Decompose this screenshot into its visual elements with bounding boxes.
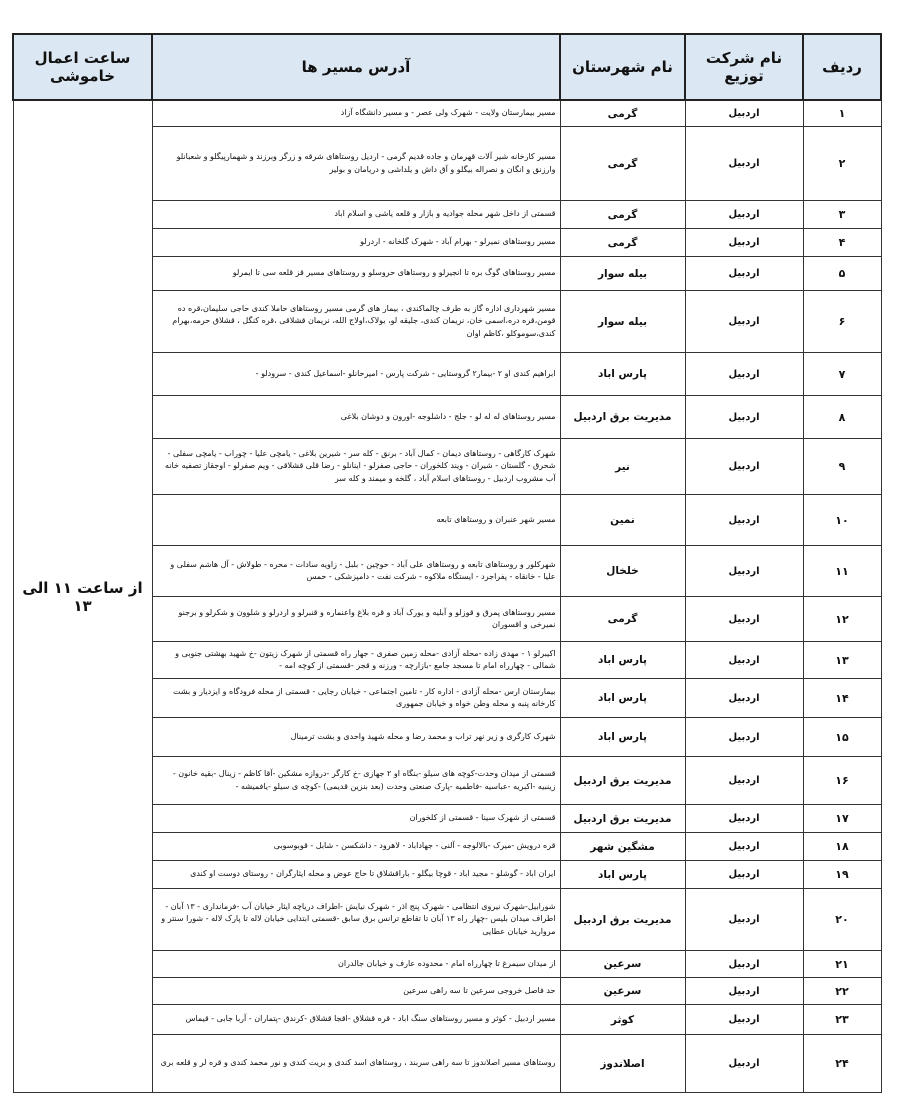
route-cell: مسیر شهر عنبران و روستاهای تابعه <box>152 495 560 546</box>
company-cell: اردبیل <box>685 597 803 642</box>
row-number: ۳ <box>803 201 881 229</box>
route-cell: روستاهای مسیر اصلاندوز تا سه راهی سربند ، روستاهای اسد کندی و بریت کندی و نور محمد کندی و قره لر و قلعه بری <box>152 1035 560 1093</box>
city-cell: پارس اباد <box>560 718 685 757</box>
company-cell: اردبیل <box>685 1005 803 1035</box>
route-cell: بیمارستان ارس -محله آزادی - اداره کار - تامین اجتماعی - خیابان رجایی - قسمتی از محله فرودگاه و ایزدیار و بشت کارخانه پنبه و محله وطن خواه و خیابان جمهوری <box>152 679 560 718</box>
city-cell: سرعین <box>560 951 685 978</box>
company-cell: اردبیل <box>685 229 803 257</box>
route-cell: مسیر روستاهای گوگ بره تا انجیرلو و روستاهای حروسلو و روستاهای مسیر قز قلعه سی تا ایمرلو <box>152 257 560 291</box>
company-cell: اردبیل <box>685 439 803 495</box>
company-cell: اردبیل <box>685 889 803 951</box>
header-routes: آدرس مسیر ها <box>152 34 560 100</box>
city-cell: گرمی <box>560 201 685 229</box>
row-number: ۲۰ <box>803 889 881 951</box>
row-number: ۱ <box>803 100 881 127</box>
route-cell: مسیر شهرداری اداره گاز به طرف چالماکندی ، بیمار های گرمی مسیر روستاهای حاملا کندی حاجی سلیمان،قره ده قومن،قره دره،اسمی خان، نریمان کندی، جلیقه لو، بولاک،اولاج الله، نریمان قشلاقی ،قره کنگل ، قشلاق حرمه،بهرام کندی،سوموکلو ،کاظم اوان <box>152 291 560 353</box>
row-number: ۷ <box>803 353 881 396</box>
city-cell: مدیریت برق اردبیل <box>560 889 685 951</box>
company-cell: اردبیل <box>685 201 803 229</box>
company-cell: اردبیل <box>685 353 803 396</box>
row-number: ۱۱ <box>803 546 881 597</box>
route-cell: اکیبرلو ۱ - مهدی زاده -محله آزادی -محله زمین صفری - جهار راه قسمتی از شهرک زیتون -خ شهید بهشتی جنوبی و شمالی - چهارراه امام تا مسجد جامع -بازارچه - ورزنه و قجر -قسمتی از کوچه امه - <box>152 642 560 679</box>
route-cell: مسیر بیمارستان ولایت - شهرک ولی عصر - و مسیر دانشگاه آزاد <box>152 100 560 127</box>
city-cell: گرمی <box>560 229 685 257</box>
table-header-row <box>13 34 881 100</box>
blackout-schedule-table <box>12 33 882 1093</box>
row-number: ۱۰ <box>803 495 881 546</box>
city-cell: گرمی <box>560 100 685 127</box>
row-number: ۶ <box>803 291 881 353</box>
route-cell: حد فاصل خروجی سرعین تا سه راهی سرعین <box>152 978 560 1005</box>
company-cell: اردبیل <box>685 679 803 718</box>
city-cell: نمین <box>560 495 685 546</box>
row-number: ۱۴ <box>803 679 881 718</box>
route-cell: شورابیل-شهرک نیروی انتظامی - شهرک پنج اذر - شهرک نیایش -اطراف دریاچه ایثار خیابان آب -فرمانداری - ۱۳ آبان - اطراف میدان بلیس -چهار راه ۱۳ آبان تا تقاطع ترانس برق سابق -قسمتی ابتدایی خیابان لاله تا پارک لاله - شورا سنتر و مروارید خیابان عطایی <box>152 889 560 951</box>
row-number: ۱۹ <box>803 861 881 889</box>
city-cell: نیر <box>560 439 685 495</box>
header-time: ساعت اعمال خاموشی <box>13 34 152 100</box>
route-cell: ابراهیم کندی او ۲ -بیمار۲ گروستایی - شرکت پارس - امیرحانلو -اسماعیل کندی - سرودلو - <box>152 353 560 396</box>
route-cell: مسیر روستاهای پمرق و قوزلو و آبلیه و یورک آباد و قره بلاغ واعنماره و قنبرلو و اردرلو و شلوون و شکرلو و برجنو نمیرخی و اقسوران <box>152 597 560 642</box>
city-cell: بیله سوار <box>560 291 685 353</box>
header-city: نام شهرستان <box>560 34 685 100</box>
route-cell: قسمتی از میدان وحدت-کوچه های سیلو -بنگاه او ۲ جهازی -خ کارگر -دروازه مشکین -آقا کاظم - زینال -بقیه خانون - زینبیه -اکبریه -عباسیه -فاطمیه -پارک صنعتی وحدت (بعد بنزین قدیمی) -کوچه ی سیلو -یافمیشه - <box>152 757 560 805</box>
route-cell: مسیر روستاهای نمیرلو - بهرام آباد - شهرک گلخانه - اردرلو <box>152 229 560 257</box>
city-cell: مشگین شهر <box>560 833 685 861</box>
company-cell: اردبیل <box>685 396 803 439</box>
row-number: ۸ <box>803 396 881 439</box>
city-cell: گرمی <box>560 127 685 201</box>
row-number: ۵ <box>803 257 881 291</box>
route-cell: مسیر اردبیل - کوثر و مسیر روستاهای سنگ اباد - قره قشلاق -اقجا قشلاق -کرندق -پتماران - آربا جابی - قیماس <box>152 1005 560 1035</box>
row-number: ۲۲ <box>803 978 881 1005</box>
city-cell: مدیریت برق اردبیل <box>560 396 685 439</box>
row-number: ۲۳ <box>803 1005 881 1035</box>
city-cell: مدیریت برق اردبیل <box>560 805 685 833</box>
row-number: ۱۶ <box>803 757 881 805</box>
row-number: ۲۱ <box>803 951 881 978</box>
row-number: ۱۸ <box>803 833 881 861</box>
company-cell: اردبیل <box>685 951 803 978</box>
company-cell: اردبیل <box>685 757 803 805</box>
city-cell: پارس اباد <box>560 353 685 396</box>
company-cell: اردبیل <box>685 805 803 833</box>
route-cell: مسیر کارخانه شیر آلات قهرمان و جاده قدیم گرمی - اردیل روستاهای شرقه و زرگر وبرزند و شهمارپیگلو و شعبانلو وارزنق و انگان و نصراله بیگلو و آق داش و یلداشی و دریامان و بولیر <box>152 127 560 201</box>
company-cell: اردبیل <box>685 861 803 889</box>
route-cell: قسمتی از داخل شهر محله جوادیه و بازار و قلعه یاشی و اسلام اباد <box>152 201 560 229</box>
city-cell: خلخال <box>560 546 685 597</box>
row-number: ۹ <box>803 439 881 495</box>
route-cell: قسمتی از شهرک سینا - قسمتی از کلخوران <box>152 805 560 833</box>
row-number: ۱۳ <box>803 642 881 679</box>
city-cell: مدیریت برق اردبیل <box>560 757 685 805</box>
city-cell: کوثر <box>560 1005 685 1035</box>
row-number: ۴ <box>803 229 881 257</box>
route-cell: شهرک کارگاهی - روستاهای دیمان - کمال آباد - برنق - کله سر - شیرین بلاغی - یامچی علیا - چوراب - یامچی سفلی - شحرق - گلستان - شیران - ویند کلخوران - حاجی صفرلو - اینانلو - رضا قلی قشلاقی - ویم صفرلو - اوجقاز تصفیه خانه آب مشروب اردبیل - روستاهای اسلام آباد ، گلخه و میمند و کله سر <box>152 439 560 495</box>
company-cell: اردبیل <box>685 718 803 757</box>
route-cell: قره درویش -میرک -بالالوجه - آلنی - جهاداباد - لاهرود - داشکسن - شابل - قوبوسوبی <box>152 833 560 861</box>
city-cell: اصلاندوز <box>560 1035 685 1093</box>
company-cell: اردبیل <box>685 1035 803 1093</box>
company-cell: اردبیل <box>685 642 803 679</box>
route-cell: ایران اباد - گوشلو - مجید اباد - قوچا بیگلو - باراقشلاق تا حاج عوض و محله ایثارگران - روستای دوست او کندی <box>152 861 560 889</box>
company-cell: اردبیل <box>685 546 803 597</box>
row-number: ۱۲ <box>803 597 881 642</box>
table-row <box>13 100 881 127</box>
header-company: نام شرکت توزیع <box>685 34 803 100</box>
route-cell: شهرکلور و روستاهای تابعه و روستاهای علی آباد - حوچین - بلبل - زاویه سادات - محره - طولاش - آل هاشم سفلی و علیا - خانقاه - پفراجرد - ایستگاه ملاکوه - شرکت نفت - دامپزشکی - حمس <box>152 546 560 597</box>
city-cell: گرمی <box>560 597 685 642</box>
row-number: ۱۵ <box>803 718 881 757</box>
route-cell: مسیر روستاهای له له لو - جلج - داشلوجه -اورون و دوشان بلاغی <box>152 396 560 439</box>
row-number: ۲ <box>803 127 881 201</box>
route-cell: از میدان سیمرغ تا چهارراه امام - محدوده عارف و خیابان جالدران <box>152 951 560 978</box>
city-cell: سرعین <box>560 978 685 1005</box>
route-cell: شهرک کارگری و زیر نهر تراب و محمد رضا و محله شهید واحدی و بشت ترمینال <box>152 718 560 757</box>
row-number: ۲۴ <box>803 1035 881 1093</box>
blackout-time-cell: از ساعت ۱۱ الی ۱۳ <box>13 100 152 1093</box>
company-cell: اردبیل <box>685 257 803 291</box>
company-cell: اردبیل <box>685 291 803 353</box>
company-cell: اردبیل <box>685 978 803 1005</box>
city-cell: پارس اباد <box>560 861 685 889</box>
header-row-number: ردیف <box>803 34 881 100</box>
row-number: ۱۷ <box>803 805 881 833</box>
city-cell: پارس اباد <box>560 642 685 679</box>
company-cell: اردبیل <box>685 495 803 546</box>
company-cell: اردبیل <box>685 100 803 127</box>
city-cell: پارس اباد <box>560 679 685 718</box>
city-cell: بیله سوار <box>560 257 685 291</box>
company-cell: اردبیل <box>685 833 803 861</box>
company-cell: اردبیل <box>685 127 803 201</box>
